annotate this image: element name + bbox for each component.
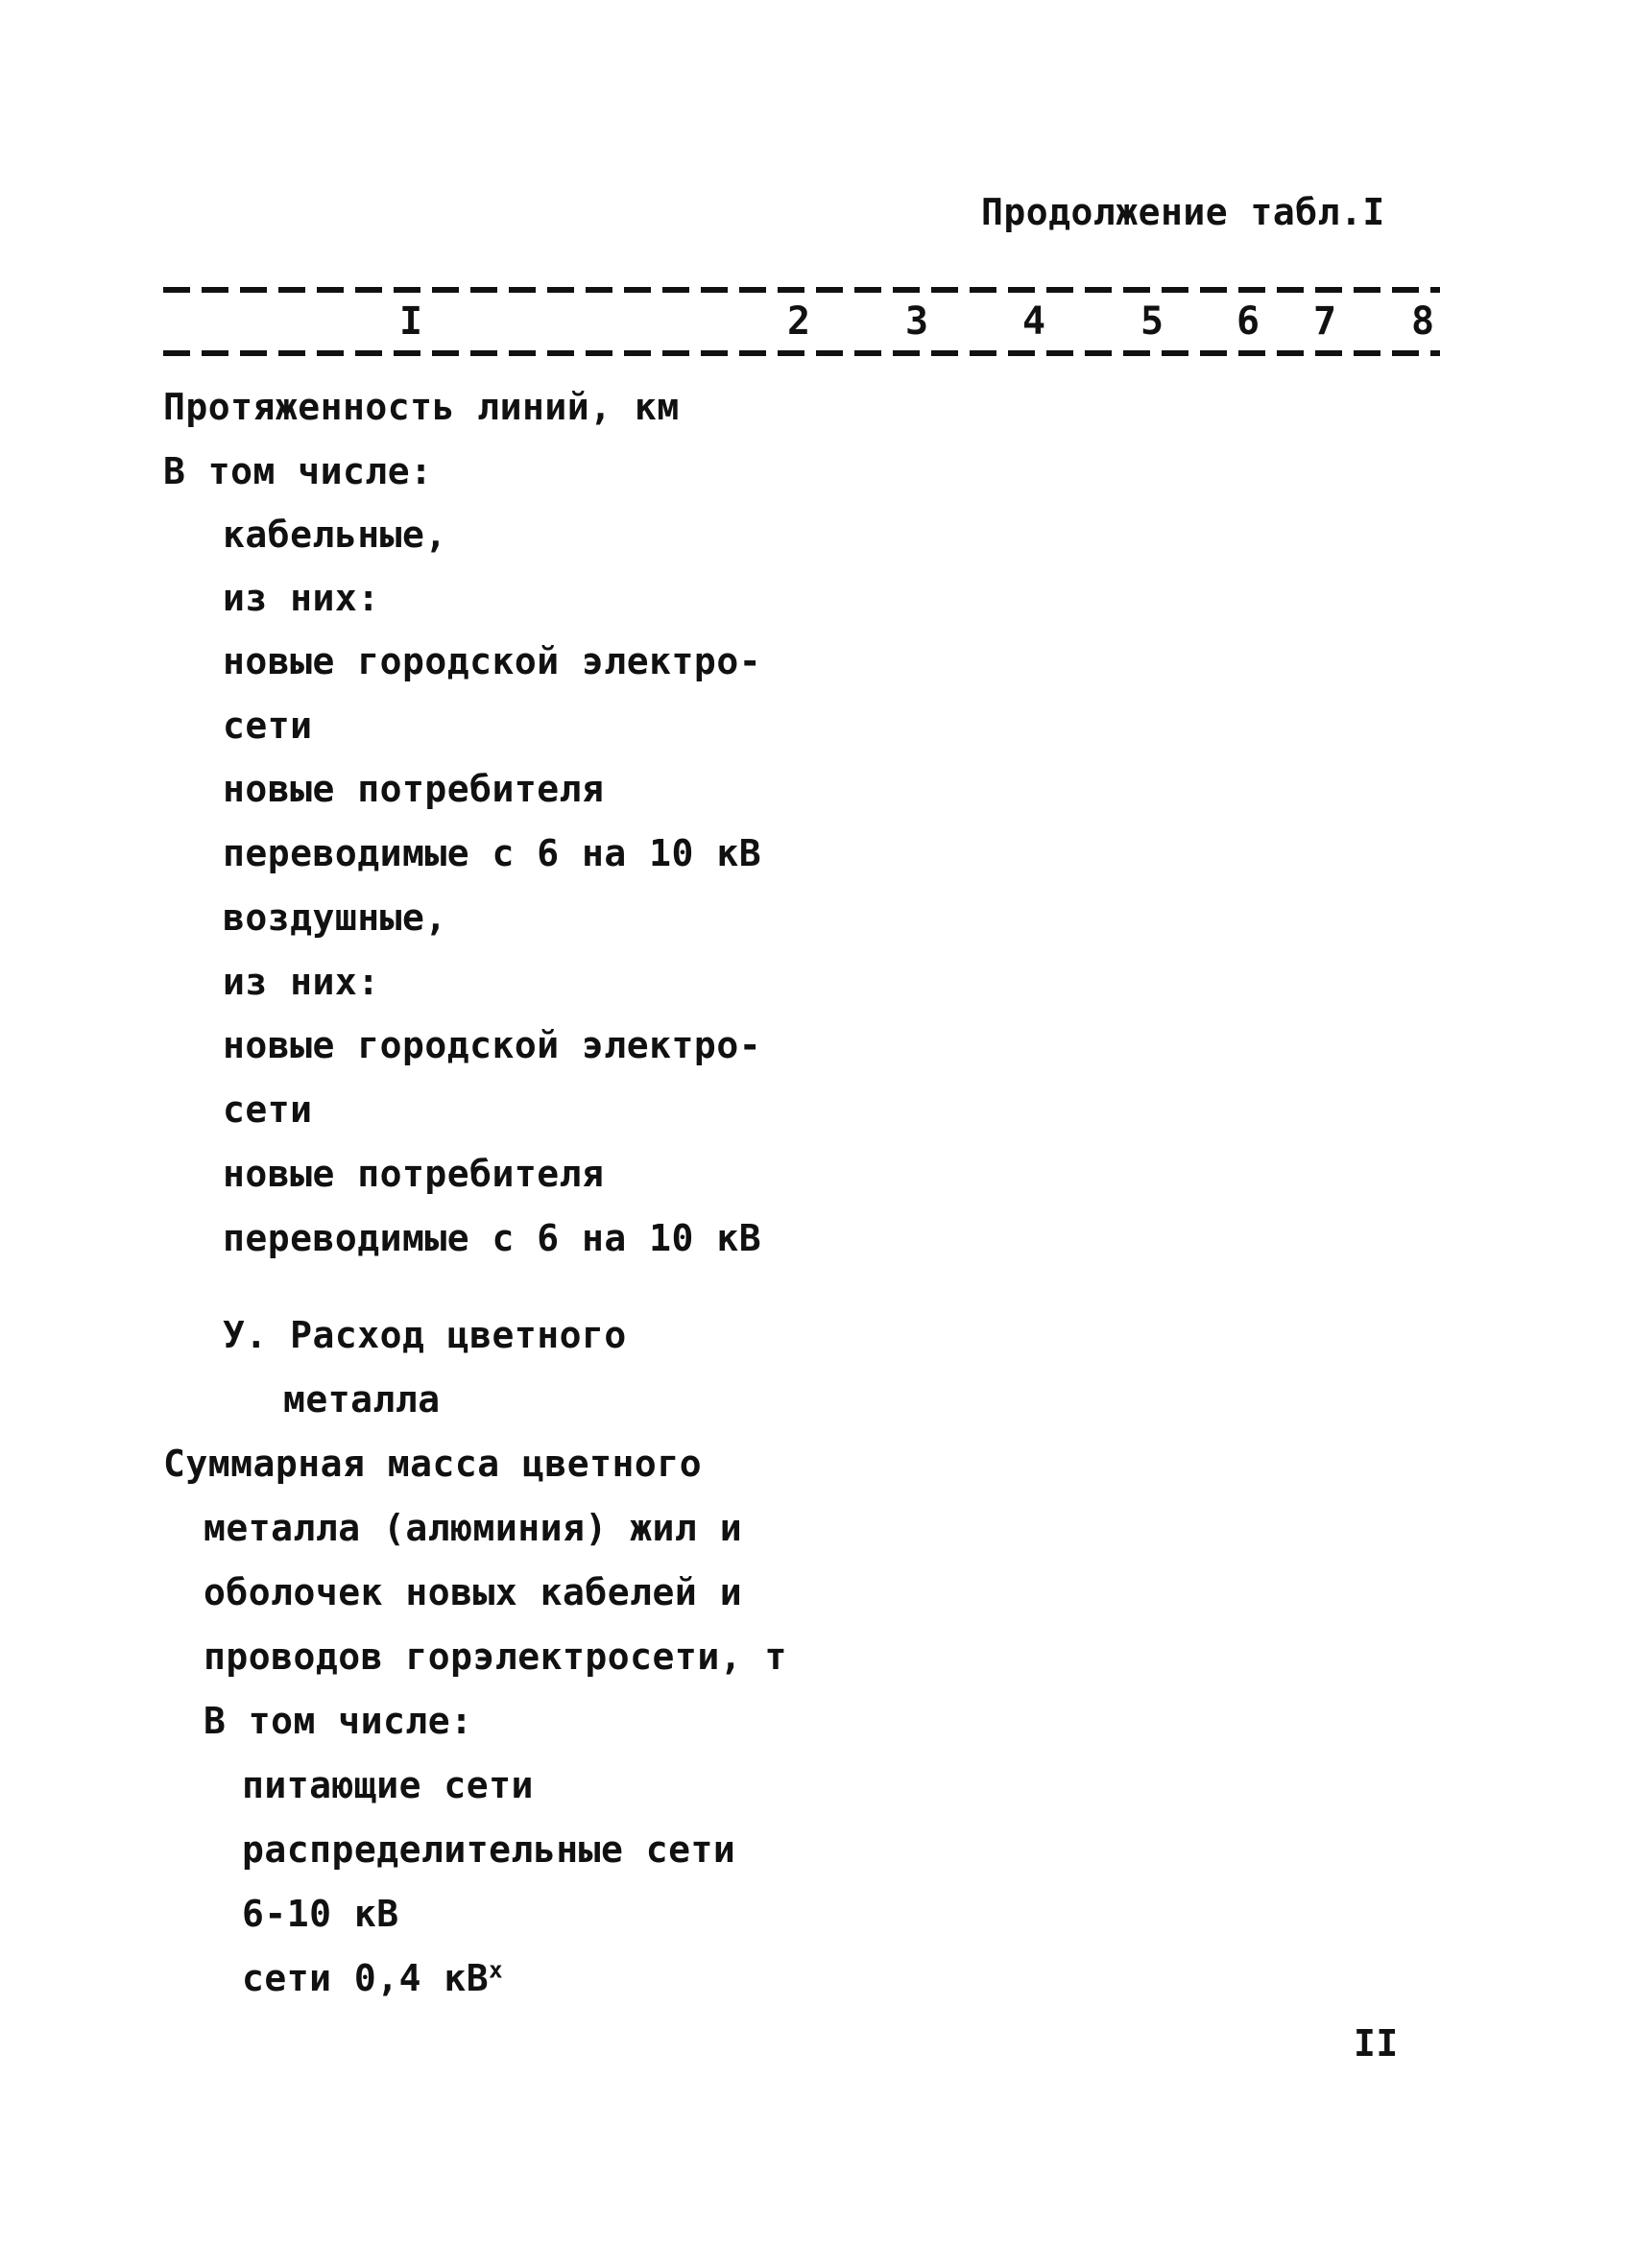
column-header-4: 4 — [1021, 299, 1046, 344]
row-label: проводов горэлектросети, т — [204, 1635, 787, 1678]
column-header-7: 7 — [1312, 299, 1337, 344]
row-label: новые потребителя — [223, 768, 605, 810]
row-label: из них: — [223, 577, 380, 619]
row-label: новые городской электро- — [223, 1024, 762, 1066]
row-label: В том числе: — [163, 450, 433, 492]
row-label: металла (алюминия) жил и — [204, 1507, 743, 1549]
column-header-1: I — [398, 299, 423, 344]
continuation-label: Продолжение табл.I — [981, 191, 1385, 233]
row-label: В том числе: — [204, 1700, 473, 1742]
row-label: новые потребителя — [223, 1153, 605, 1195]
row-label: распределительные сети — [242, 1828, 736, 1871]
row-label: кабельные, — [223, 513, 447, 556]
row-label: переводимые с 6 на 10 кВ — [223, 832, 762, 874]
table-rule-top — [163, 287, 1440, 293]
page-number: II — [1354, 2022, 1399, 2065]
column-header-6: 6 — [1236, 299, 1260, 344]
column-header-8: 8 — [1410, 299, 1435, 344]
row-label: оболочек новых кабелей и — [204, 1571, 743, 1613]
table-rule-header-bottom — [163, 350, 1440, 356]
row-label: Протяженность линий, км — [163, 386, 680, 428]
column-header-3: 3 — [904, 299, 929, 344]
row-label: Суммарная масса цветного — [163, 1443, 703, 1485]
row-label: сети — [223, 1088, 313, 1131]
row-label: из них: — [223, 961, 380, 1003]
row-label-with-footnote — [242, 1956, 504, 1999]
footnote-mark: x — [489, 1956, 504, 1984]
row-label: питающие сети — [242, 1764, 534, 1806]
row-label: сети 0,4 кВ — [242, 1957, 490, 1999]
section-heading-cont: металла — [283, 1378, 441, 1420]
row-label: переводимые с 6 на 10 кВ — [223, 1217, 762, 1259]
row-label: новые городской электро- — [223, 640, 762, 682]
section-heading: У. Расход цветного — [223, 1314, 627, 1356]
column-header-2: 2 — [786, 299, 811, 344]
row-label: сети — [223, 704, 313, 747]
row-label: 6-10 кВ — [242, 1893, 399, 1935]
row-label: воздушные, — [223, 896, 447, 939]
column-header-5: 5 — [1140, 299, 1164, 344]
